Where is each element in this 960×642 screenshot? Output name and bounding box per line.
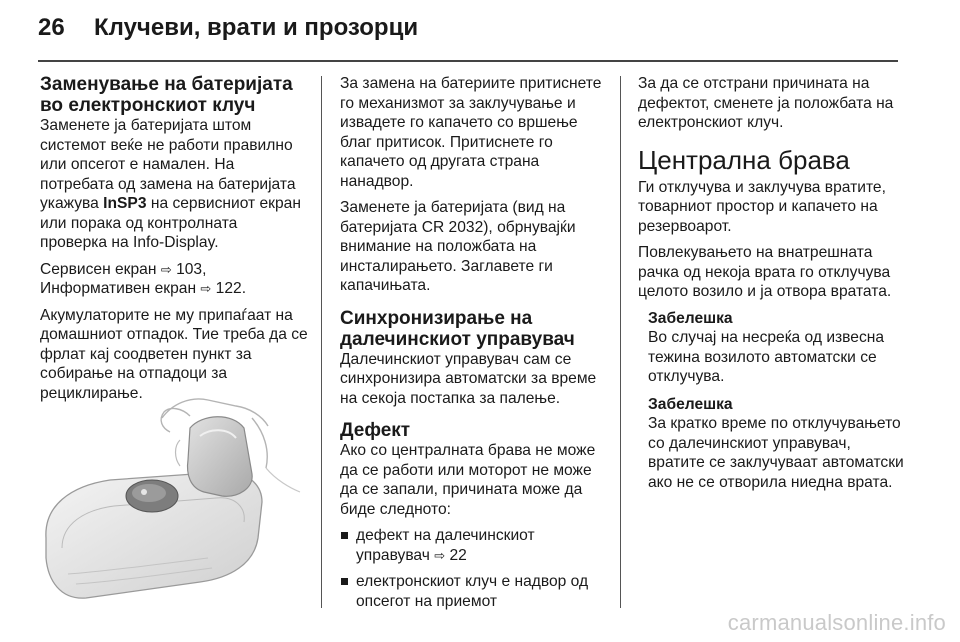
- column-1: [40, 74, 308, 410]
- sync-paragraph: Далечинскиот управувач сам се синхронизира автоматски за време на секоја постапка за палење.: [340, 350, 597, 407]
- disposal-paragraph: Акумулаторите не му припаѓаат на домашниот отпадок. Тие треба да се фрлат кај соодветен пункт за собирање на отпадоци за рециклирање.: [40, 306, 308, 402]
- bullet-text: дефект на далечинскиот управувач: [356, 527, 535, 564]
- page-title: Клучеви, врати и прозорци: [94, 14, 419, 41]
- watermark: carmanualsonline.info: [727, 610, 946, 635]
- battery-cover: [188, 417, 253, 497]
- service-screen-ref: 103,: [176, 260, 207, 278]
- central-lock-heading: Централна брава: [638, 144, 850, 175]
- service-screen-label: Сервисен екран: [40, 260, 161, 278]
- key-position-paragraph: За да се отстрани причината на дефектот, сменете ја положбата на електронскиот клуч.: [638, 75, 894, 131]
- defect-causes-list: [340, 526, 608, 611]
- header-divider: [38, 60, 898, 62]
- note-title: Забелешка: [648, 309, 733, 327]
- note-auto-lock: [648, 395, 906, 493]
- cross-reference-paragraph: [40, 260, 308, 299]
- page-header: [38, 14, 418, 54]
- defect-paragraph: Ако со централната брава не може да се работи или моторот не може да се запали, причината може да биде следното:: [340, 442, 596, 518]
- bullet-ref: 22: [449, 546, 467, 564]
- column-3: [638, 74, 906, 500]
- electronic-key-illustration: [40, 388, 302, 602]
- bullet-text: електронскиот клуч е надвор од опсегот на приемот: [356, 573, 589, 610]
- page-reference-arrow-icon: ⇨: [200, 281, 212, 296]
- page-number: 26: [38, 14, 65, 41]
- note-text: За кратко време по отклучувањето со далечинскиот управувач, вратите се заклучуваат автоматски ако не се отворила ниедна врата.: [648, 415, 904, 491]
- page-reference-arrow-icon: ⇨: [434, 547, 446, 563]
- list-item: [340, 572, 608, 611]
- info-screen-ref: 122.: [215, 280, 247, 297]
- column-divider-right: [620, 76, 621, 608]
- battery-text-b: на сервисниот екран или порака од контролната проверка на Info-Display.: [40, 195, 301, 251]
- note-accident: [648, 309, 906, 387]
- battery-removal-paragraph: За замена на батериите притиснете го механизмот за заклучување и извадете го капачето со вршење благ притисок. Притиснете го капачето од другата страна нанадвор.: [340, 75, 602, 190]
- note-text: Во случај на несреќа од извесна тежина возилото автоматски се отклучува.: [648, 329, 885, 385]
- page-reference-arrow-icon: ⇨: [160, 261, 172, 277]
- column-divider-left: [321, 76, 322, 608]
- battery-text-a: Заменете ја батеријата штом системот веќе не работи правилно или опсегот е намален. На потребата од замена на батеријата укажува: [40, 117, 296, 212]
- note-title: Забелешка: [648, 395, 733, 413]
- battery-replacement-paragraph: [40, 116, 308, 253]
- column-2: [340, 74, 608, 618]
- inspection-code: InSP3: [103, 195, 147, 212]
- battery-type-paragraph: Заменете ја батеријата (вид на батеријата CR 2032), обрнувајќи внимание на положбата на инсталирањето. Заглавете ги капачињата.: [340, 199, 576, 294]
- central-lock-paragraph: Ги отклучува и заклучува вратите, товарниот простор и капачето на резервоарот.: [638, 178, 886, 235]
- door-handle-paragraph: Повлекувањето на внатрешната рачка од некоја врата го отклучува целото возило и ја отвора вратата.: [638, 244, 892, 300]
- sync-heading: Синхронизирање на далечинскиот управувач: [340, 307, 575, 350]
- defect-heading: Дефект: [340, 420, 411, 441]
- battery-replacement-heading: Заменување на батеријата во електронскиот клуч: [40, 74, 293, 116]
- list-item: [340, 526, 608, 565]
- info-screen-label: Информативен екран: [40, 280, 201, 297]
